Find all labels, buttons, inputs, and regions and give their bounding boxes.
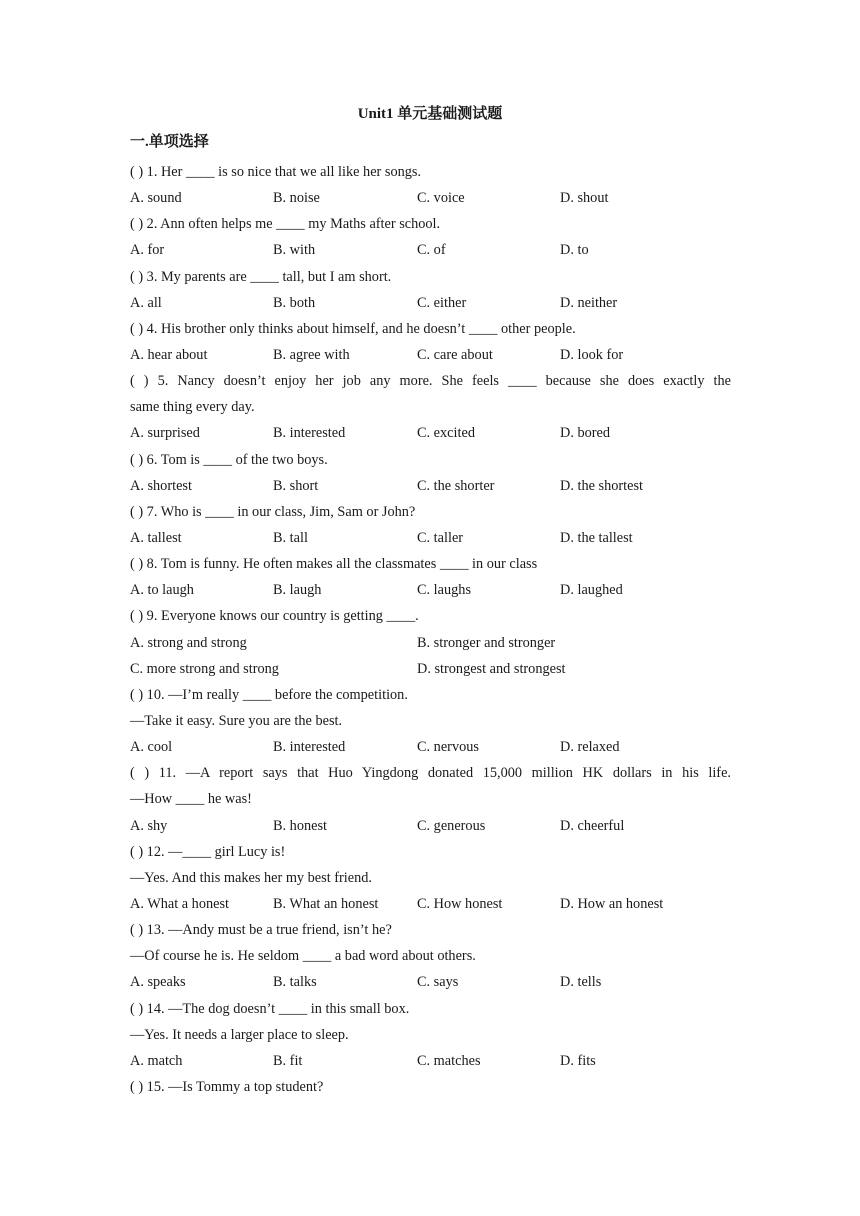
- answer-option: B. both: [273, 294, 316, 311]
- answer-option: D. laughed: [560, 582, 623, 599]
- answer-option: A. tallest: [130, 529, 182, 546]
- answer-option: C. voice: [417, 190, 465, 207]
- question-stem: ( ) 5. Nancy doesn’t enjoy her job any more. She feels ____ because she does exactly the: [130, 373, 731, 390]
- answer-option: B. tall: [273, 529, 308, 546]
- question-stem: ( ) 12. —____ girl Lucy is!: [130, 843, 286, 860]
- answer-option: A. What a honest: [130, 895, 229, 912]
- page-title: Unit1 单元基础测试题: [357, 106, 503, 122]
- question-list: [130, 162, 731, 1103]
- question-stem: ( ) 10. —I’m really ____ before the competition.: [130, 686, 408, 703]
- options-row: [130, 240, 731, 266]
- answer-option: A. match: [130, 1052, 183, 1069]
- answer-option: C. generous: [417, 817, 486, 834]
- answer-option: B. interested: [273, 425, 346, 442]
- options-row: [130, 188, 731, 214]
- question-line: —Yes. And this makes her my best friend.: [130, 869, 372, 886]
- answer-option: D. to: [560, 242, 589, 259]
- answer-option: C. care about: [417, 346, 493, 363]
- options-row: [130, 476, 731, 502]
- answer-option: B. agree with: [273, 346, 350, 363]
- answer-option: A. all: [130, 294, 162, 311]
- answer-option: D. fits: [560, 1052, 596, 1069]
- options-row: [130, 972, 731, 998]
- answer-option: D. tells: [560, 974, 602, 991]
- question-stem: ( ) 14. —The dog doesn’t ____ in this small box.: [130, 1000, 410, 1017]
- options-row: [130, 1051, 731, 1077]
- options-row: [130, 737, 731, 763]
- options-row: [130, 633, 731, 659]
- answer-option: B. interested: [273, 739, 346, 756]
- options-row: [130, 659, 731, 685]
- answer-option: D. shout: [560, 190, 609, 207]
- answer-option: C. the shorter: [417, 477, 495, 494]
- answer-option: A. to laugh: [130, 582, 194, 599]
- question-stem: ( ) 1. Her ____ is so nice that we all like her songs.: [130, 164, 422, 180]
- question-stem: ( ) 2. Ann often helps me ____ my Maths after school.: [130, 216, 441, 233]
- question-stem: ( ) 9. Everyone knows our country is getting ____.: [130, 608, 419, 625]
- answer-option: D. bored: [560, 425, 611, 442]
- answer-option: D. How an honest: [560, 895, 664, 912]
- answer-option: D. look for: [560, 346, 624, 363]
- question-line: —Of course he is. He seldom ____ a bad word about others.: [130, 948, 476, 965]
- answer-option: C. How honest: [417, 895, 503, 912]
- answer-option: A. for: [130, 242, 165, 259]
- answer-option: B. stronger and stronger: [417, 634, 556, 651]
- answer-option: C. either: [417, 294, 467, 311]
- answer-option: D. the tallest: [560, 529, 633, 546]
- answer-option: C. of: [417, 242, 446, 259]
- question-stem: ( ) 11. —A report says that Huo Yingdong donated 15,000 million HK dollars in his life.: [130, 765, 731, 782]
- section-heading: 一.单项选择: [130, 134, 209, 150]
- answer-option: D. the shortest: [560, 477, 643, 494]
- answer-option: A. speaks: [130, 974, 186, 991]
- answer-option: C. taller: [417, 529, 464, 546]
- question-stem: ( ) 6. Tom is ____ of the two boys.: [130, 451, 328, 468]
- answer-option: A. surprised: [130, 425, 200, 442]
- options-row: [130, 345, 731, 371]
- options-row: [130, 423, 731, 449]
- answer-option: D. relaxed: [560, 739, 620, 756]
- answer-option: B. honest: [273, 817, 328, 834]
- answer-option: A. shy: [130, 817, 168, 834]
- answer-option: D. strongest and strongest: [417, 660, 566, 677]
- answer-option: C. says: [417, 974, 459, 991]
- answer-option: B. short: [273, 477, 319, 494]
- question-line: —How ____ he was!: [130, 791, 252, 808]
- answer-option: D. neither: [560, 294, 618, 311]
- answer-option: A. strong and strong: [130, 634, 247, 651]
- answer-option: C. nervous: [417, 739, 479, 756]
- question-line: same thing every day.: [130, 399, 255, 416]
- question-stem: ( ) 15. —Is Tommy a top student?: [130, 1078, 324, 1095]
- options-row: [130, 293, 731, 319]
- answer-option: A. sound: [130, 190, 182, 207]
- options-row: [130, 894, 731, 920]
- answer-option: B. talks: [273, 974, 317, 991]
- options-row: [130, 816, 731, 842]
- answer-option: C. excited: [417, 425, 475, 442]
- answer-option: B. fit: [273, 1052, 303, 1069]
- answer-option: C. matches: [417, 1052, 481, 1069]
- question-line: —Yes. It needs a larger place to sleep.: [130, 1026, 349, 1043]
- question-stem: ( ) 3. My parents are ____ tall, but I am short.: [130, 268, 392, 285]
- answer-option: B. with: [273, 242, 316, 259]
- answer-option: A. cool: [130, 739, 173, 756]
- answer-option: C. more strong and strong: [130, 660, 279, 677]
- options-row: [130, 528, 731, 554]
- question-stem: ( ) 8. Tom is funny. He often makes all the classmates ____ in our class: [130, 556, 538, 573]
- question-stem: ( ) 7. Who is ____ in our class, Jim, Sam or John?: [130, 503, 416, 520]
- question-stem: ( ) 13. —Andy must be a true friend, isn’t he?: [130, 922, 392, 939]
- answer-option: B. What an honest: [273, 895, 379, 912]
- answer-option: B. laugh: [273, 582, 322, 599]
- options-row: [130, 580, 731, 606]
- answer-option: A. shortest: [130, 477, 192, 494]
- answer-option: A. hear about: [130, 346, 208, 363]
- question-line: —Take it easy. Sure you are the best.: [130, 712, 343, 729]
- answer-option: B. noise: [273, 190, 320, 207]
- question-stem: ( ) 4. His brother only thinks about himself, and he doesn’t ____ other people.: [130, 320, 576, 337]
- answer-option: C. laughs: [417, 582, 472, 599]
- answer-option: D. cheerful: [560, 817, 625, 834]
